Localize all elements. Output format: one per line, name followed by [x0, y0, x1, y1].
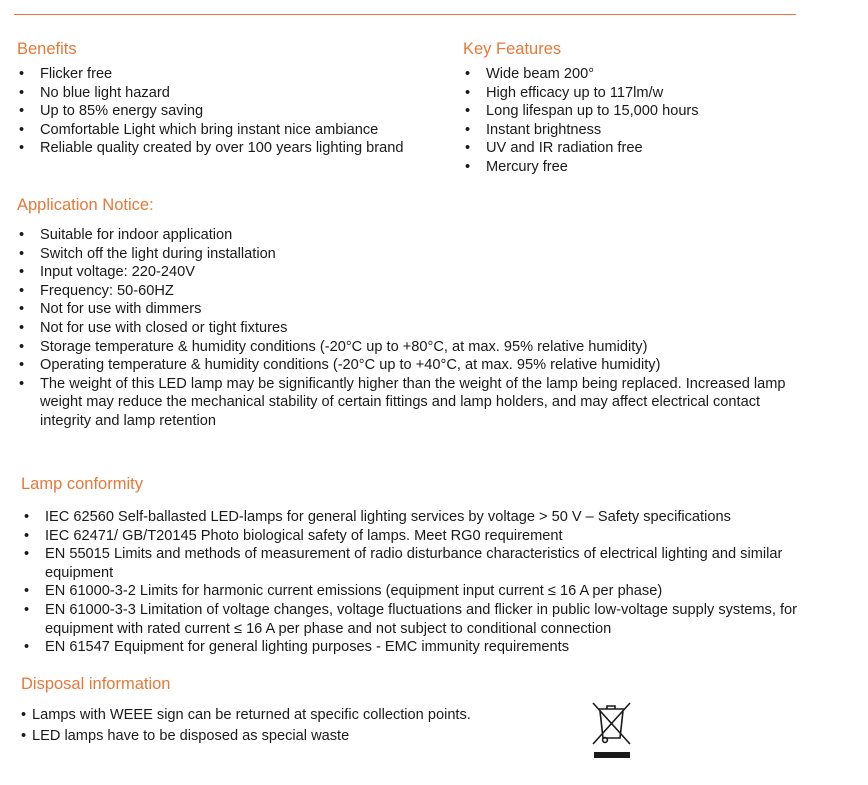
list-item: • Storage temperature & humidity conditions (-20°C up to +80°C, at max. 95% relative humidity) [17, 338, 807, 357]
benefits-list [17, 65, 457, 158]
list-item: • The weight of this LED lamp may be significantly higher than the weight of the lamp being replaced. Increased lamp weight may reduce the mechanical stability of certain fittings and lamp holders, and may affect electrical contact integrity and lamp retention [17, 375, 807, 431]
list-item: • IEC 62471/ GB/T20145 Photo biological safety of lamps. Meet RG0 requirement [22, 527, 812, 546]
weee-crossed-bin-icon [588, 698, 636, 762]
list-item: • IEC 62560 Self-ballasted LED-lamps for general lighting services by voltage > 50 V – Safety specifications [22, 508, 812, 527]
application-notice-list [17, 226, 807, 431]
list-item: • Flicker free [17, 65, 457, 84]
disposal-heading: Disposal information [21, 675, 171, 693]
lamp-conformity-list [22, 508, 812, 657]
list-item: • High efficacy up to 117lm/w [463, 84, 843, 103]
disposal-list [21, 705, 561, 746]
list-item: • No blue light hazard [17, 84, 457, 103]
list-item: • Operating temperature & humidity conditions (-20°C up to +40°C, at max. 95% relative humidity) [17, 356, 807, 375]
list-item: • Switch off the light during installation [17, 245, 807, 264]
list-item: • UV and IR radiation free [463, 139, 843, 158]
list-item: • Frequency: 50-60HZ [17, 282, 807, 301]
list-item: • EN 55015 Limits and methods of measurement of radio disturbance characteristics of electrical lighting and similar equipment [22, 545, 812, 582]
application-notice-heading: Application Notice: [17, 196, 154, 214]
list-item: • Long lifespan up to 15,000 hours [463, 102, 843, 121]
benefits-heading: Benefits [17, 40, 77, 58]
top-divider [14, 14, 796, 15]
list-item: • Instant brightness [463, 121, 843, 140]
list-item: • Lamps with WEEE sign can be returned at specific collection points. [21, 705, 561, 726]
list-item: • EN 61000-3-2 Limits for harmonic current emissions (equipment input current ≤ 16 A per phase) [22, 582, 812, 601]
list-item: • Suitable for indoor application [17, 226, 807, 245]
list-item: • EN 61547 Equipment for general lighting purposes - EMC immunity requirements [22, 638, 812, 657]
list-item: • Mercury free [463, 158, 843, 177]
list-item: • EN 61000-3-3 Limitation of voltage changes, voltage fluctuations and flicker in public low-voltage supply systems, for equipment with rated current ≤ 16 A per phase and not subject to conditional connection [22, 601, 812, 638]
list-item: • Reliable quality created by over 100 years lighting brand [17, 139, 457, 158]
list-item: • Not for use with closed or tight fixtures [17, 319, 807, 338]
list-item: • Comfortable Light which bring instant nice ambiance [17, 121, 457, 140]
list-item: • Input voltage: 220-240V [17, 263, 807, 282]
list-item: • Not for use with dimmers [17, 300, 807, 319]
list-item: • Up to 85% energy saving [17, 102, 457, 121]
list-item: • LED lamps have to be disposed as special waste [21, 726, 561, 747]
list-item: • Wide beam 200° [463, 65, 843, 84]
key-features-list [463, 65, 843, 177]
key-features-heading: Key Features [463, 40, 562, 58]
lamp-conformity-heading: Lamp conformity [21, 475, 143, 493]
